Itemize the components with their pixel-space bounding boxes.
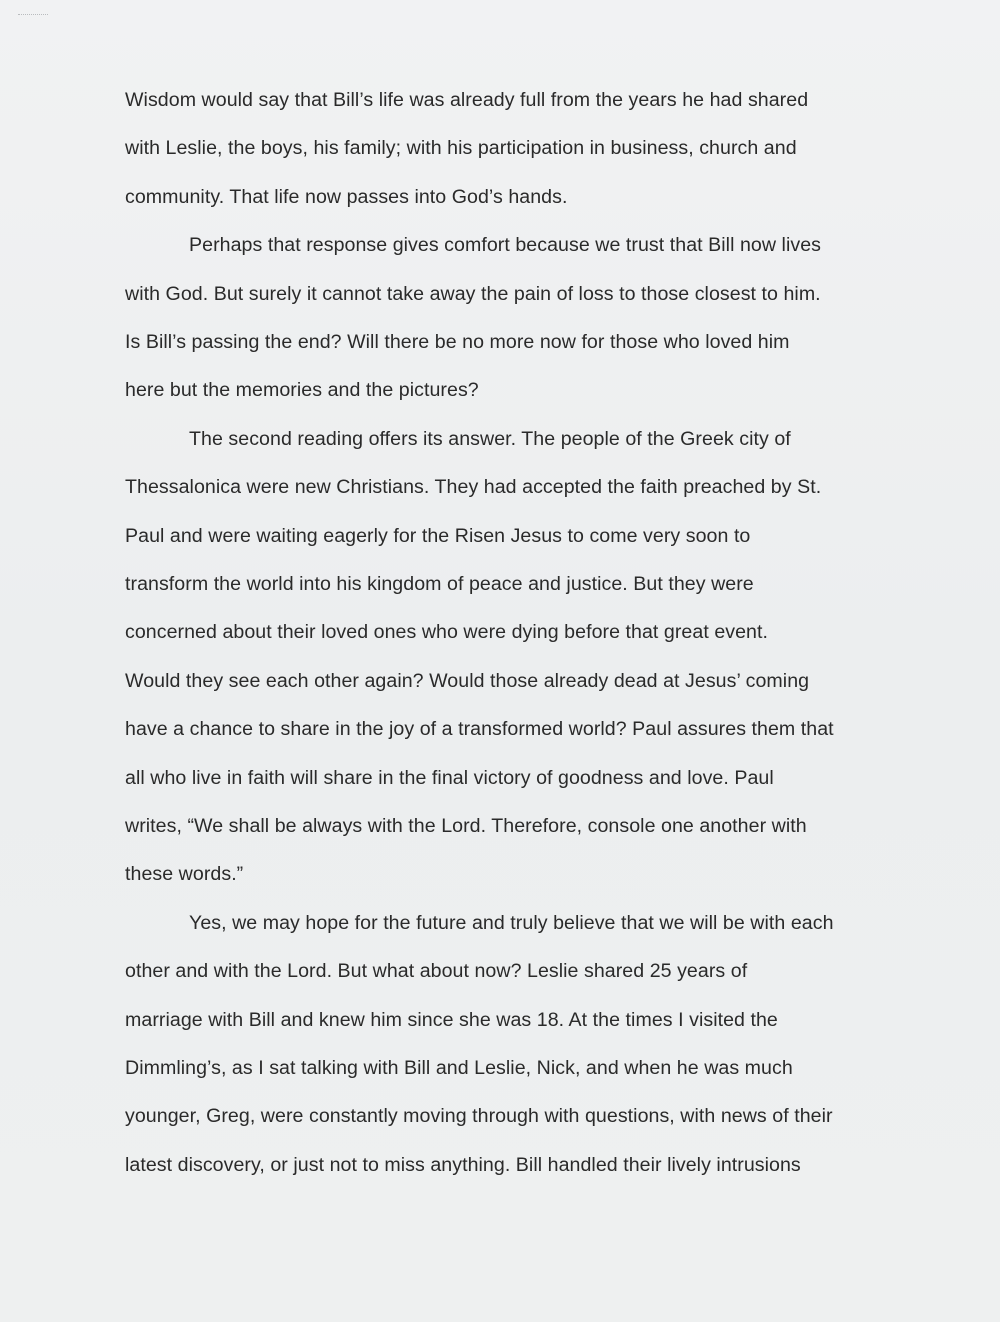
- text-line: community. That life now passes into God’s hands.: [125, 185, 568, 208]
- text-line: Paul and were waiting eagerly for the Risen Jesus to come very soon to: [125, 524, 751, 547]
- text-line: with Leslie, the boys, his family; with his participation in business, church and: [125, 137, 797, 160]
- scan-artifact: [18, 14, 48, 21]
- text-line: The second reading offers its answer. The people of the Greek city of: [189, 427, 791, 450]
- text-line: all who live in faith will share in the final victory of goodness and love. Paul: [125, 766, 774, 789]
- text-line: Dimmling’s, as I sat talking with Bill and Leslie, Nick, and when he was much: [125, 1057, 793, 1079]
- text-line: have a chance to share in the joy of a transformed world? Paul assures them that: [125, 718, 834, 741]
- text-line: with God. But surely it cannot take away the pain of loss to those closest to him.: [125, 282, 821, 305]
- text-line: Is Bill’s passing the end? Will there be no more now for those who loved him: [125, 331, 790, 353]
- text-line: Perhaps that response gives comfort because we trust that Bill now lives: [189, 234, 821, 257]
- text-line: other and with the Lord. But what about now? Leslie shared 25 years of: [125, 960, 748, 983]
- text-line: Yes, we may hope for the future and truly believe that we will be with each: [189, 911, 834, 934]
- text-line: writes, “We shall be always with the Lord. Therefore, console one another with: [125, 815, 807, 837]
- text-line: here but the memories and the pictures?: [125, 379, 479, 402]
- text-line: Would they see each other again? Would those already dead at Jesus’ coming: [125, 669, 810, 692]
- text-line: Thessalonica were new Christians. They had accepted the faith preached by St.: [125, 476, 822, 499]
- text-line: transform the world into his kingdom of peace and justice. But they were: [125, 573, 754, 595]
- text-line: marriage with Bill and knew him since she was 18. At the times I visited the: [125, 1008, 778, 1031]
- text-line: latest discovery, or just not to miss anything. Bill handled their lively intrusions: [125, 1153, 801, 1176]
- text-line: Wisdom would say that Bill’s life was already full from the years he had shared: [125, 89, 809, 111]
- text-line: these words.”: [125, 863, 244, 886]
- text-line: concerned about their loved ones who were dying before that great event.: [125, 621, 768, 644]
- text-line: younger, Greg, were constantly moving through with questions, with news of their: [125, 1105, 833, 1128]
